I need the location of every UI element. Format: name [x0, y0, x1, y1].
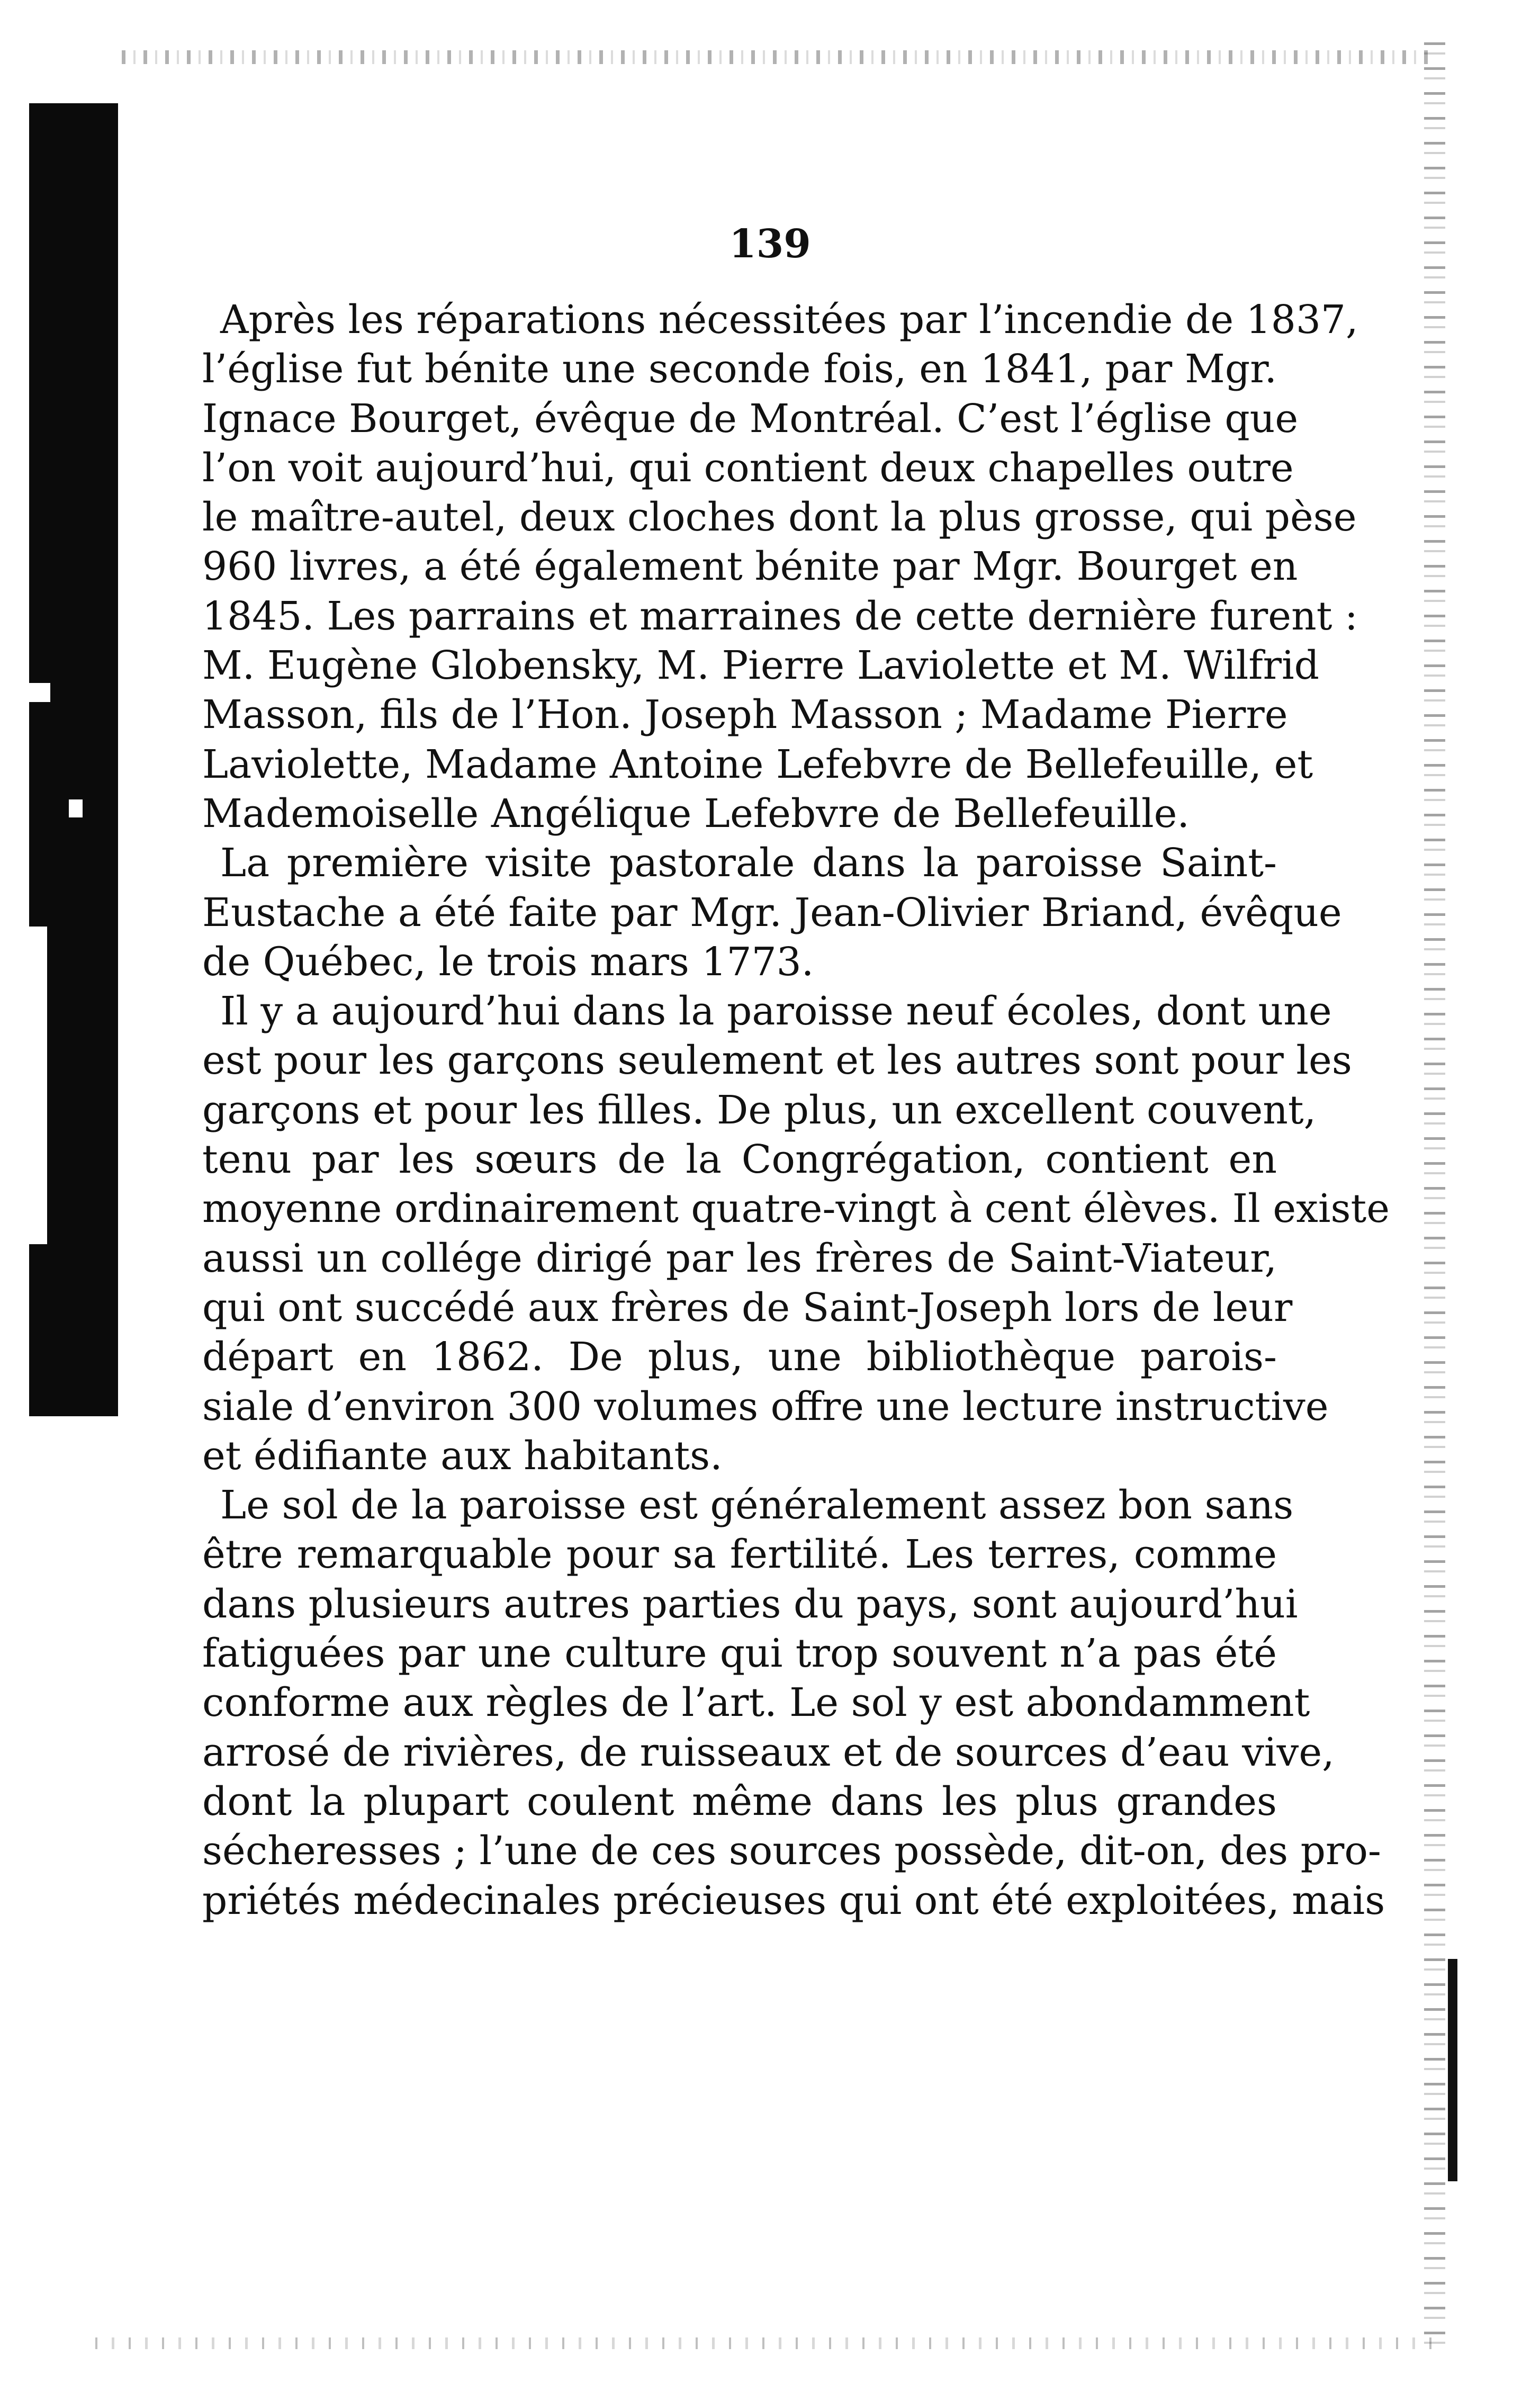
text-line: être remarquable pour sa fertilité. Les terres, comme: [202, 1532, 1277, 1578]
scan-notch: [29, 927, 47, 1244]
text-line: sécheresses ; l’une de ces sources possède, dit-on, des pro-: [202, 1828, 1381, 1874]
page-number: 139: [729, 221, 811, 267]
scan-bottom-edge-noise: [95, 2337, 1440, 2349]
text-line: qui ont succédé aux frères de Saint-Joseph lors de leur: [202, 1284, 1293, 1330]
text-line: 960 livres, a été également bénite par Mgr. Bourget en: [202, 544, 1298, 590]
text-line: conforme aux règles de l’art. Le sol y est abondamment: [202, 1680, 1310, 1726]
text-line: dans plusieurs autres parties du pays, sont aujourd’hui: [202, 1581, 1298, 1627]
text-line: Laviolette, Madame Antoine Lefebvre de Bellefeuille, et: [202, 741, 1313, 787]
text-line: départ en 1862. De plus, une bibliothèque parois-: [202, 1334, 1277, 1380]
text-line: de Québec, le trois mars 1773.: [202, 939, 814, 985]
text-line: fatiguées par une culture qui trop souvent n’a pas été: [202, 1631, 1277, 1677]
text-line: tenu par les sœurs de la Congrégation, contient en: [202, 1137, 1277, 1183]
paragraph: [202, 1481, 1385, 1926]
text-line: le maître-autel, deux cloches dont la plus grosse, qui pèse: [202, 494, 1357, 541]
text-line: garçons et pour les filles. De plus, un excellent couvent,: [202, 1087, 1317, 1133]
text-line: Masson, fils de l’Hon. Joseph Masson ; Madame Pierre: [202, 692, 1288, 738]
text-line: aussi un collége dirigé par les frères de Saint-Viateur,: [202, 1235, 1277, 1281]
scan-top-edge-noise: [122, 50, 1429, 64]
text-line: dont la plupart coulent même dans les plus grandes: [202, 1778, 1277, 1824]
text-line: l’on voit aujourd’hui, qui contient deux chapelles outre: [202, 445, 1294, 491]
text-line: l’église fut bénite une seconde fois, en 1841, par Mgr.: [202, 346, 1277, 392]
body-text: [202, 295, 1390, 1926]
text-line: priétés médecinales précieuses qui ont été exploitées, mais: [202, 1877, 1385, 1923]
text-line: siale d’environ 300 volumes offre une lecture instructive: [202, 1383, 1329, 1429]
scan-notch: [29, 683, 50, 702]
text-line: arrosé de rivières, de ruisseaux et de sources d’eau vive,: [202, 1729, 1335, 1775]
text-line: Le sol de la paroisse est généralement assez bon sans: [220, 1482, 1294, 1528]
text-line: Eustache a été faite par Mgr. Jean-Olivier Briand, évêque: [202, 889, 1342, 936]
text-line: M. Eugène Globensky, M. Pierre Laviolette et M. Wilfrid: [202, 643, 1320, 689]
paragraph: [202, 987, 1390, 1481]
text-line: Ignace Bourget, évêque de Montréal. C’est l’église que: [202, 395, 1299, 442]
text-line: moyenne ordinairement quatre-vingt à cent élèves. Il existe: [202, 1186, 1390, 1232]
scan-right-edge-mark: [1448, 1959, 1457, 2181]
scan-notch: [69, 799, 83, 817]
text-line: 1845. Les parrains et marraines de cette dernière furent :: [202, 593, 1358, 639]
text-line: La première visite pastorale dans la paroisse Saint-: [220, 840, 1277, 886]
text-line: Après les réparations nécessitées par l’incendie de 1837,: [220, 297, 1358, 343]
text-line: est pour les garçons seulement et les autres sont pour les: [202, 1038, 1352, 1084]
paragraph: [202, 295, 1358, 839]
text-line: et édifiante aux habitants.: [202, 1433, 723, 1479]
text-line: Mademoiselle Angélique Lefebvre de Bellefeuille.: [202, 790, 1190, 837]
paragraph: [202, 839, 1342, 987]
scan-right-edge-noise: [1424, 42, 1445, 2351]
text-line: Il y a aujourd’hui dans la paroisse neuf écoles, dont une: [220, 988, 1332, 1035]
